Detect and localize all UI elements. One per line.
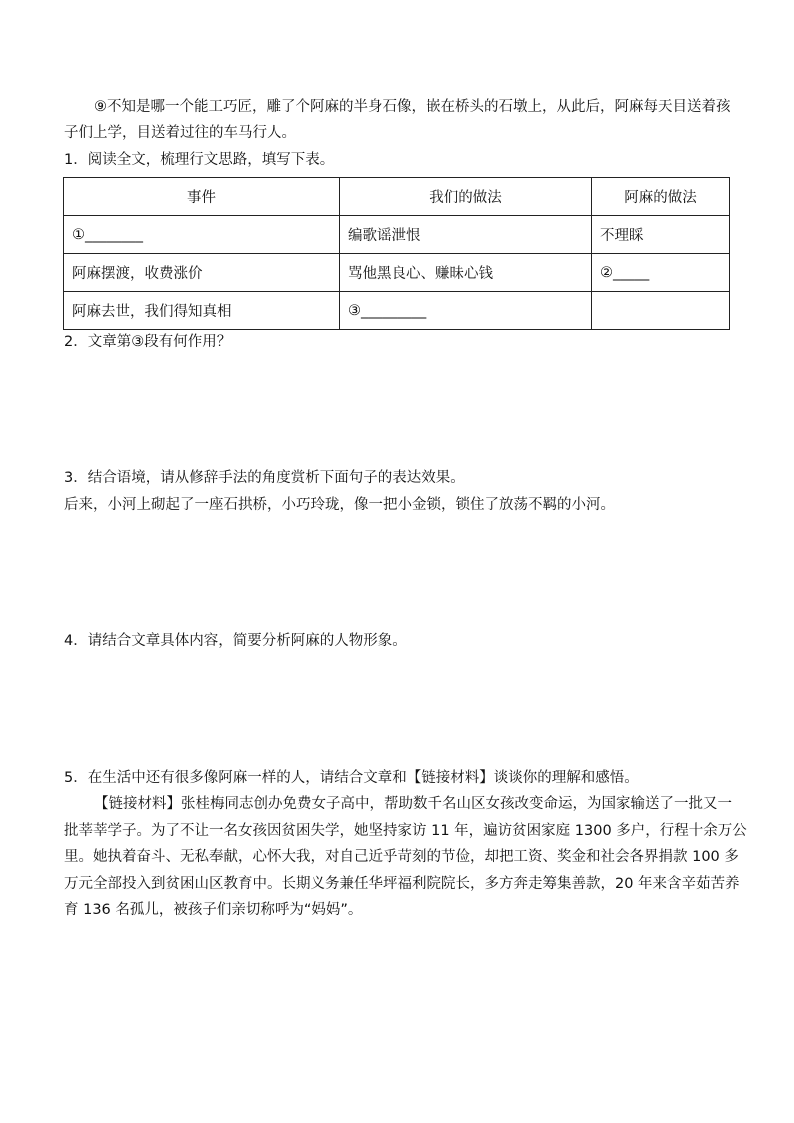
question-3: 3．结合语境，请从修辞手法的角度赏析下面句子的表达效果。 <box>64 470 465 486</box>
question-3-quote: 后来，小河上砌起了一座石拱桥，小巧玲珑，像一把小金锁，锁住了放荡不羁的小河。 <box>64 497 615 513</box>
link-material-line-4: 万元全部投入到贫困山区教育中。长期义务兼任华坪福利院院长，多方奔走筹集善款，20 年来含辛茹苦养 <box>64 876 740 892</box>
question-4: 4．请结合文章具体内容，简要分析阿麻的人物形象。 <box>64 633 407 649</box>
table-header-cell: 阿麻的做法 <box>592 178 730 216</box>
link-material-line-1: 【链接材料】张桂梅同志创办免费女子高中，帮助数千名山区女孩改变命运，为国家输送了一批又一 <box>94 796 732 812</box>
table-cell: ③_________ <box>340 292 592 330</box>
table-cell: 骂他黑良心、赚昧心钱 <box>340 254 592 292</box>
question-1: 1．阅读全文，梳理行文思路，填写下表。 <box>64 152 335 168</box>
passage-paragraph-9-line-1: ⑨不知是哪一个能工巧匠，雕了个阿麻的半身石像，嵌在桥头的石墩上，从此后，阿麻每天目送着孩 <box>94 99 731 115</box>
table-cell: 编歌谣泄恨 <box>340 216 592 254</box>
table-row <box>64 254 730 292</box>
table-cell: 阿麻去世，我们得知真相 <box>64 292 340 330</box>
table-row <box>64 216 730 254</box>
table-row <box>64 292 730 330</box>
link-material-line-5: 育 136 名孤儿，被孩子们亲切称呼为“妈妈”。 <box>64 902 363 918</box>
table-cell: ②_____ <box>592 254 730 292</box>
question-5: 5．在生活中还有很多像阿麻一样的人，请结合文章和【链接材料】谈谈你的理解和感悟。 <box>64 770 639 786</box>
table-cell: 不理睬 <box>592 216 730 254</box>
table-cell: ①________ <box>64 216 340 254</box>
table-cell: 阿麻摆渡，收费涨价 <box>64 254 340 292</box>
table-header-cell: 我们的做法 <box>340 178 592 216</box>
table-header-row <box>64 178 730 216</box>
answer-table <box>63 177 730 330</box>
link-material-line-3: 里。她执着奋斗、无私奉献，心怀大我，对自己近乎苛刻的节俭，却把工资、奖金和社会各界捐款 100 多 <box>64 849 739 865</box>
question-2: 2．文章第③段有何作用？ <box>64 334 232 350</box>
table-header-cell: 事件 <box>64 178 340 216</box>
link-material-line-2: 批莘莘学子。为了不让一名女孩因贫困失学，她坚持家访 11 年，遍访贫困家庭 1300 多户，行程十余万公 <box>64 823 747 839</box>
table-cell <box>592 292 730 330</box>
passage-paragraph-9-line-2: 子们上学，目送着过往的车马行人。 <box>64 125 296 141</box>
